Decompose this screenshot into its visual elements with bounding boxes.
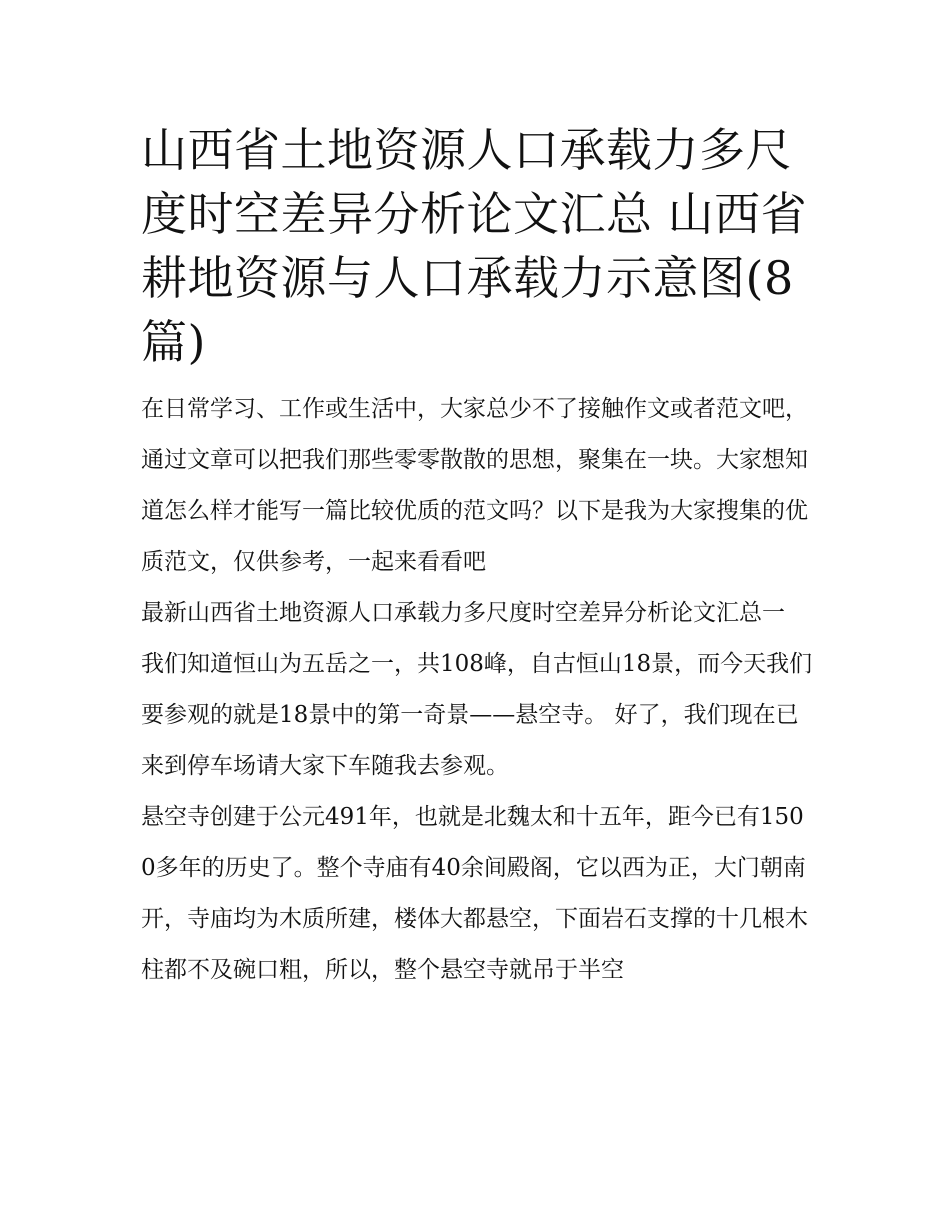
document-title: 山西省土地资源人口承载力多尺度时空差异分析论文汇总 山西省耕地资源与人口承载力示意图(8篇) — [141, 123, 808, 369]
paragraph-list — [141, 384, 817, 996]
body-paragraph: 我们知道恒山为五岳之一，共108峰，自古恒山18景，而今天我们要参观的就是18景中的第一奇景——悬空寺。 好了，我们现在已来到停车场请大家下车随我去参观。 — [141, 651, 813, 779]
intro-paragraph: 在日常学习、工作或生活中，大家总少不了接触作文或者范文吧，通过文章可以把我们那些零零散散的思想，聚集在一块。大家想知道怎么样才能写一篇比较优质的范文吗？以下是我为大家搜集的优质范文，仅供参考，一起来看看吧 — [141, 396, 808, 575]
document-body — [141, 118, 817, 996]
section-heading: 最新山西省土地资源人口承载力多尺度时空差异分析论文汇总一 — [141, 600, 785, 626]
body-paragraph: 悬空寺创建于公元491年，也就是北魏太和十五年，距今已有1500多年的历史了。整个寺庙有40余间殿阁，它以西为正，大门朝南开，寺庙均为木质所建，楼体大都悬空，下面岩石支撑的十几根木柱都不及碗口粗，所以，整个悬空寺就吊于半空 — [141, 804, 808, 983]
